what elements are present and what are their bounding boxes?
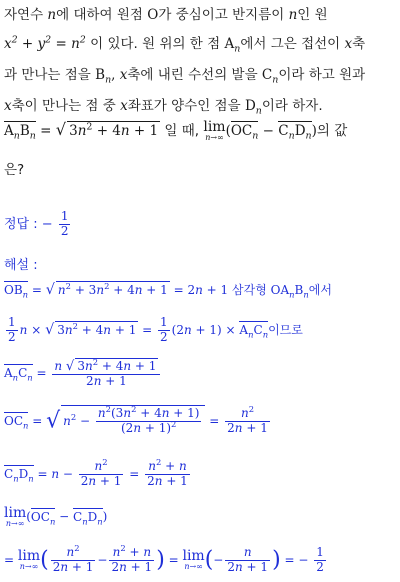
problem-line-2 — [4, 32, 366, 55]
math-var: x — [119, 67, 128, 83]
math-equation: $x^2 + y^2 = n^2$ — [4, 34, 86, 52]
sqrt-icon: √ — [46, 408, 61, 434]
math-expression: $3n^2 + 4n + 1$ — [57, 320, 137, 337]
problem-line-4 — [4, 94, 323, 117]
fraction: $\frac{n^2}{2n + 1}$ — [52, 543, 94, 574]
math-expression: $(OC_n - C_nD_n)$ — [26, 509, 108, 526]
problem-text: 축이 만나는 점 중 — [11, 98, 116, 114]
problem-text: 이 있다. 원 위의 한 점 — [90, 36, 221, 52]
fraction: $\frac{n^2(3n^2 + 4n + 1)}{(2n + 1)^2}$ — [97, 404, 200, 435]
fraction: $\frac{n^2}{2n + 1}$ — [80, 457, 122, 488]
problem-line-1 — [4, 3, 328, 23]
solution-step-5: $C_nD_n = n$ − $\frac{n^2}{2n + 1}$ = $\frac{n^2 + n}{2n + 1}$ — [4, 457, 188, 488]
problem-line-3 — [4, 63, 366, 86]
limit-operator: lim n→∞ — [17, 548, 41, 572]
math-var: $OA_nB_n$ — [270, 283, 309, 300]
solution-text: 이므로 — [268, 322, 303, 337]
solution-text: 삼각형 — [232, 283, 267, 297]
problem-text: 에서 그은 접선이 — [240, 36, 341, 52]
math-expression: $(OC_n - C_nD_n)$ — [225, 123, 317, 142]
math-segment: $A_nC_n$ — [239, 322, 269, 340]
problem-text: 가 중심이고 반지름이 — [158, 7, 285, 23]
solution-step-3: $A_nC_n$ = $\frac{n √ 3n^2 + 4n + 1}{2n + 1}$ — [4, 358, 162, 389]
problem-text: 일 때, — [164, 123, 200, 139]
solution-step-1: $OB_n$ = √ $n^2 + 3n^2 + 4n + 1 = 2n + 1$ 삼각형 $OA_nB_n$에서 — [4, 281, 332, 300]
problem-line-6 — [4, 158, 24, 178]
answer-line — [4, 210, 72, 239]
limit-operator: lim n→∞ — [4, 505, 27, 528]
math-var: $D_n$ — [244, 98, 262, 117]
solution-label: 해설 : — [4, 258, 38, 273]
math-segment: $A_nC_n$ — [4, 365, 33, 383]
math-segment: $OC_n$ — [4, 413, 29, 431]
math-var: x — [4, 98, 12, 114]
problem-text: 인 원 — [297, 7, 328, 23]
problem-text: 이라 하고 원과 — [278, 67, 366, 83]
problem-text: 과 만나는 점을 — [4, 67, 91, 83]
fraction: $\frac{1}{2}$ — [316, 545, 324, 574]
math-var: n — [288, 7, 298, 23]
fraction: $\frac{1}{2}$ — [8, 315, 16, 344]
fraction: $\frac{n^2 + n}{2n + 1}$ — [147, 457, 188, 488]
sqrt-icon: √ — [55, 120, 67, 139]
fraction: $\frac{n}{2n + 1}$ — [227, 545, 269, 574]
solution-step-6 — [4, 506, 107, 528]
math-expression: $n^2$ − $\frac{n^2(3n^2 + 4n + 1)}{(2n + 1)^2}$ — [61, 405, 205, 436]
problem-text: 축에 내린 수선의 발을 — [127, 67, 258, 83]
fraction: $\frac{n^2}{2n + 1}$ — [227, 404, 268, 435]
problem-text: 좌표가 양수인 점을 — [127, 98, 241, 114]
problem-line-5: $A_nB_n$ = √ $3n^2 + 4n + 1$ 일 때, lim n→∞ $(OC_n - C_nD_n)$의 값 — [4, 119, 348, 142]
math-var: x — [344, 36, 353, 52]
solution-step-2: $\frac{1}{2}$ n × √ $3n^2 + 4n + 1$ = $\frac{1}{2}$ $(2n + 1) \times A_nC_n$이므로 — [8, 315, 303, 344]
answer-label: 정답 : — [4, 216, 38, 232]
problem-text: 의 값 — [316, 123, 348, 139]
math-var: $A_n$ — [224, 36, 241, 55]
solution-step-4: $OC_n$ = √ $n^2$ − $\frac{n^2(3n^2 + 4n + 1)}{(2n + 1)^2}$ = $\frac{n^2}{2n + 1}$ — [4, 404, 268, 435]
solution-step-7: = lim n→∞ ( $\frac{n^2}{2n + 1}$ − $\frac{n^2 + n}{2n + 1}$ ) = lim n→∞ (− $\frac{n}{2n + 1}$ ) = − $\frac{1}{2}$ — [4, 543, 324, 574]
sqrt-icon: √ — [45, 321, 55, 338]
fraction: $\frac{n^2 + n}{2n + 1}$ — [111, 543, 153, 574]
limit-operator: lim n→∞ — [203, 119, 226, 142]
math-segment: $A_nB_n$ — [4, 123, 36, 142]
math-segment: $OB_n$ — [4, 283, 29, 300]
problem-text: 에 대하여 원점 — [56, 7, 143, 23]
problem-text: 은? — [4, 162, 25, 178]
problem-text: 자연수 — [4, 7, 44, 23]
math-var: x — [120, 98, 128, 114]
math-segment: $C_nD_n$ — [4, 466, 34, 484]
limit-operator: lim n→∞ — [182, 548, 205, 572]
math-expression: $3n^2 + 4n + 1$ — [69, 121, 159, 139]
math-var: n — [47, 7, 57, 23]
math-var: O — [147, 7, 159, 23]
fraction: $\frac{1}{2}$ — [160, 315, 168, 344]
problem-text: 이라 하자. — [261, 98, 323, 114]
sqrt-icon: √ — [45, 282, 55, 298]
math-var: $B_n$, — [95, 67, 116, 86]
solution-text: 에서 — [308, 283, 332, 297]
fraction: $\frac{n √ 3n^2 + 4n + 1}{2n + 1}$ — [52, 358, 160, 389]
answer-value: − $\frac{1}{2}$ — [41, 209, 69, 238]
problem-text: 축 — [352, 36, 366, 52]
math-expression: $n^2 + 3n^2 + 4n + 1$ — [57, 281, 168, 297]
math-var: $C_n$ — [261, 67, 279, 86]
